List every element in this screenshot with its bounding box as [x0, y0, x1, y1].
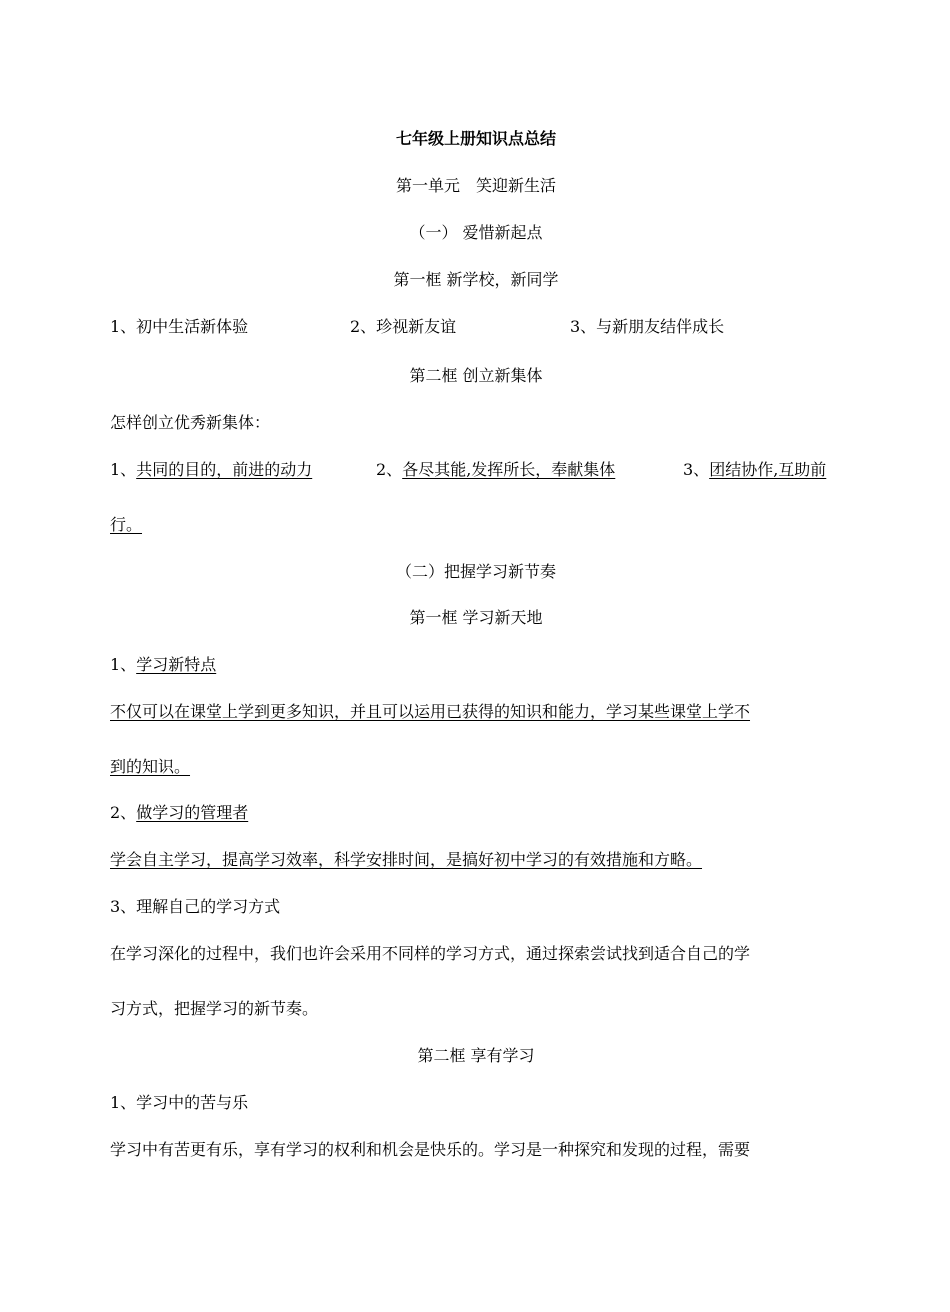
collective-point-3-tail: 行。: [110, 515, 143, 534]
point-3: 3、与新朋友结伴成长: [570, 317, 725, 336]
study-point-3-body-line-2: 习方式，把握学习的新节奏。: [110, 999, 319, 1018]
study-point-1-body-line-1: 不仅可以在课堂上学到更多知识，并且可以运用已获得的知识和能力，学习某些课堂上学不: [110, 702, 751, 721]
section-heading-2: （二）把握学习新节奏: [395, 562, 556, 581]
collective-points-row: [110, 459, 842, 481]
study-point-1-title: 1、学习新特点: [110, 655, 217, 674]
enjoy-point-1-title: 1、学习中的苦与乐: [110, 1093, 249, 1112]
point-1: 1、初中生活新体验: [110, 317, 249, 336]
study-point-3-body-line-1: 在学习深化的过程中，我们也许会采用不同样的学习方式，通过探索尝试找到适合自己的学: [110, 944, 751, 963]
study-point-2-body: 学会自主学习，提高学习效率，科学安排时间，是搞好初中学习的有效措施和方略。: [110, 850, 703, 869]
study-point-3-title: 3、理解自己的学习方式: [110, 897, 281, 916]
section-heading-1: （一） 爱惜新起点: [409, 223, 543, 242]
point-2: 2、珍视新友谊: [350, 317, 457, 336]
collective-point-3: 3、团结协作,互助前: [683, 460, 827, 479]
frame-heading-2: 第二框 创立新集体: [409, 366, 543, 385]
collective-point-1: 1、共同的目的，前进的动力: [110, 460, 313, 479]
frame1-points-row: [110, 316, 842, 338]
study-point-1-body-line-2: 到的知识。: [110, 757, 191, 776]
study-point-2-title: 2、做学习的管理者: [110, 803, 249, 822]
collective-question: 怎样创立优秀新集体：: [110, 413, 271, 432]
frame-heading-1: 第一框 新学校，新同学: [393, 270, 559, 289]
frame-heading-3: 第一框 学习新天地: [409, 608, 543, 627]
document-title: 七年级上册知识点总结: [395, 129, 556, 148]
unit-heading: 第一单元 笑迎新生活: [395, 176, 556, 195]
collective-point-2: 2、各尽其能,发挥所长，奉献集体: [376, 460, 616, 479]
frame-heading-4: 第二框 享有学习: [417, 1046, 535, 1065]
enjoy-point-1-body-line-1: 学习中有苦更有乐，享有学习的权利和机会是快乐的。学习是一种探究和发现的过程，需要: [110, 1140, 751, 1159]
